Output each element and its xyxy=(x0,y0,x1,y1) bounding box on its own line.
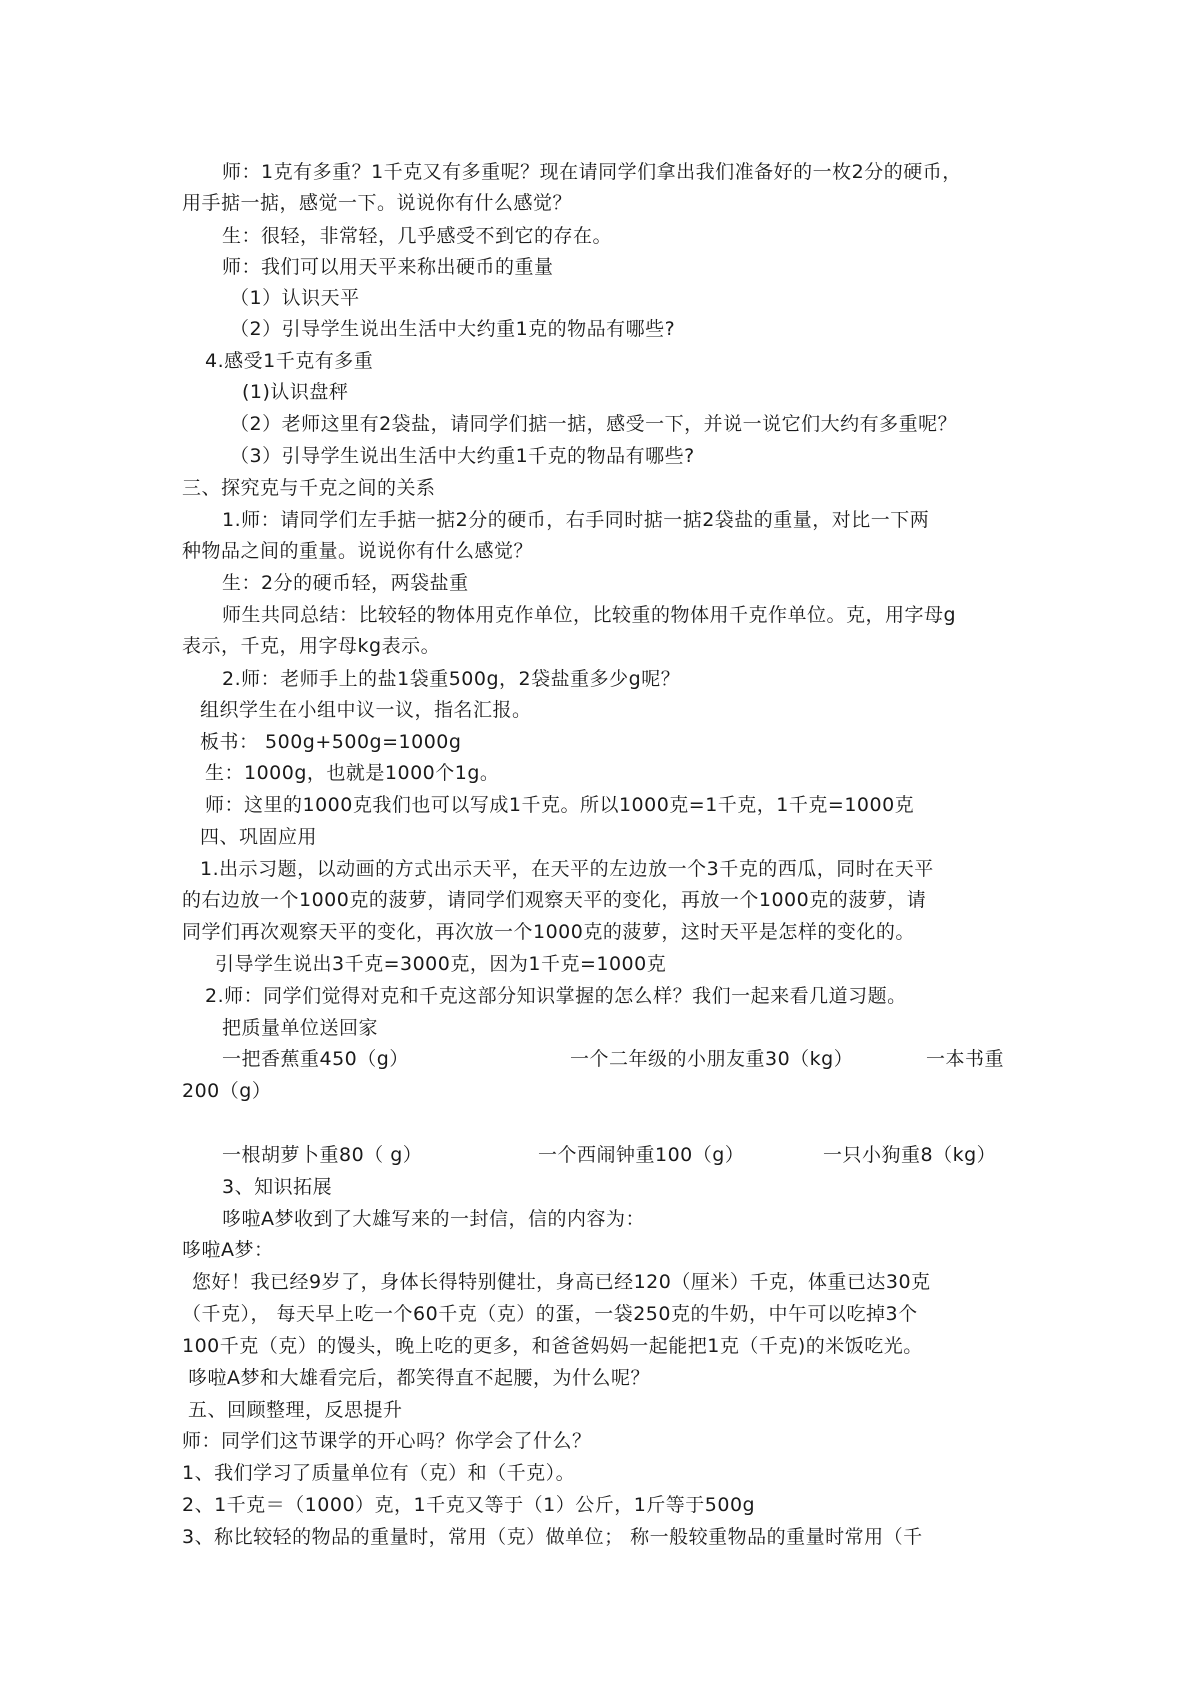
text-line: 100千克（克）的馒头，晚上吃的更多，和爸爸妈妈一起能把1克（千克)的米饭吃光。 xyxy=(182,1335,923,1357)
exercise-item: 一把香蕉重450（g） xyxy=(222,1048,409,1070)
section-heading: 四、巩固应用 xyxy=(200,826,318,848)
text-line: （千克）， 每天早上吃一个60千克（克）的蛋，一袋250克的牛奶，中午可以吃掉3个 xyxy=(182,1303,918,1325)
text-line: 组织学生在小组中议一议，指名汇报。 xyxy=(200,699,532,721)
text-line: 生：很轻，非常轻，几乎感受不到它的存在。 xyxy=(222,225,613,247)
text-line: 2.师：同学们觉得对克和千克这部分知识掌握的怎么样？我们一起来看几道习题。 xyxy=(205,985,907,1007)
text-line: 师：这里的1000克我们也可以写成1千克。所以1000克=1千克，1千克=1000克 xyxy=(205,794,915,816)
text-line: （2）老师这里有2袋盐，请同学们掂一掂，感受一下，并说一说它们大约有多重呢？ xyxy=(230,413,958,435)
text-line: 生：2分的硬币轻，两袋盐重 xyxy=(222,572,469,594)
text-line: （1）认识天平 xyxy=(230,287,360,309)
text-line: 哆啦A梦： xyxy=(182,1239,274,1261)
text-line: 师生共同总结：比较轻的物体用克作单位，比较重的物体用千克作单位。克，用字母g xyxy=(222,604,957,626)
text-line: 1.出示习题，以动画的方式出示天平，在天平的左边放一个3千克的西瓜，同时在天平 xyxy=(200,858,934,880)
text-line: 哆啦A梦和大雄看完后，都笑得直不起腰，为什么呢？ xyxy=(188,1367,650,1389)
text-line: 哆啦A梦收到了大雄写来的一封信，信的内容为： xyxy=(222,1208,645,1230)
exercise-item: 一个西闹钟重100（g） xyxy=(538,1144,745,1166)
section-heading: 五、回顾整理，反思提升 xyxy=(188,1399,403,1421)
exercise-item: 一只小狗重8（kg） xyxy=(823,1144,997,1166)
section-heading: 3、知识拓展 xyxy=(222,1176,333,1198)
text-line: 引导学生说出3千克=3000克，因为1千克=1000克 xyxy=(215,953,667,975)
text-line: 把质量单位送回家 xyxy=(222,1017,379,1039)
text-line: 用手掂一掂，感觉一下。说说你有什么感觉？ xyxy=(182,192,573,214)
section-heading: 三、探究克与千克之间的关系 xyxy=(182,477,436,499)
text-line: 1.师：请同学们左手掂一掂2分的硬币，右手同时掂一掂2袋盐的重量，对比一下两 xyxy=(222,509,930,531)
text-line: 您好！我已经9岁了，身体长得特别健壮，身高已经120（厘米）千克，体重已达30克 xyxy=(192,1271,931,1293)
exercise-item: 200（g） xyxy=(182,1080,272,1102)
text-line: 种物品之间的重量。说说你有什么感觉？ xyxy=(182,540,534,562)
text-line: 师：1克有多重？1千克又有多重呢？现在请同学们拿出我们准备好的一枚2分的硬币， xyxy=(222,161,962,183)
text-line: （2）引导学生说出生活中大约重1克的物品有哪些? xyxy=(230,318,676,340)
text-line: (1)认识盘秤 xyxy=(242,381,349,403)
text-line: 同学们再次观察天平的变化，再次放一个1000克的菠萝，这时天平是怎样的变化的。 xyxy=(182,921,915,943)
text-line: 3、称比较轻的物品的重量时，常用（克）做单位； 称一般较重物品的重量时常用（千 xyxy=(182,1526,923,1548)
text-line: 1、我们学习了质量单位有（克）和（千克）。 xyxy=(182,1462,576,1484)
text-line: 2、1千克＝（1000）克，1千克又等于（1）公斤，1斤等于500g xyxy=(182,1494,756,1516)
section-heading: 4.感受1千克有多重 xyxy=(205,350,374,372)
exercise-item: 一个二年级的小朋友重30（kg） xyxy=(570,1048,854,1070)
text-line: 板书： 500g+500g=1000g xyxy=(200,731,462,753)
text-line: （3）引导学生说出生活中大约重1千克的物品有哪些? xyxy=(230,445,695,467)
exercise-item: 一根胡萝卜重80（ g） xyxy=(222,1144,423,1166)
text-line: 2.师：老师手上的盐1袋重500g，2袋盐重多少g呢？ xyxy=(222,668,681,690)
text-line: 表示，千克，用字母kg表示。 xyxy=(182,635,441,657)
text-line: 师：我们可以用天平来称出硬币的重量 xyxy=(222,256,554,278)
text-line: 生：1000g，也就是1000个1g。 xyxy=(205,762,500,784)
exercise-item: 一本书重 xyxy=(926,1048,1005,1070)
text-line: 的右边放一个1000克的菠萝，请同学们观察天平的变化，再放一个1000克的菠萝，请 xyxy=(182,889,927,911)
text-line: 师：同学们这节课学的开心吗？你学会了什么？ xyxy=(182,1430,592,1452)
